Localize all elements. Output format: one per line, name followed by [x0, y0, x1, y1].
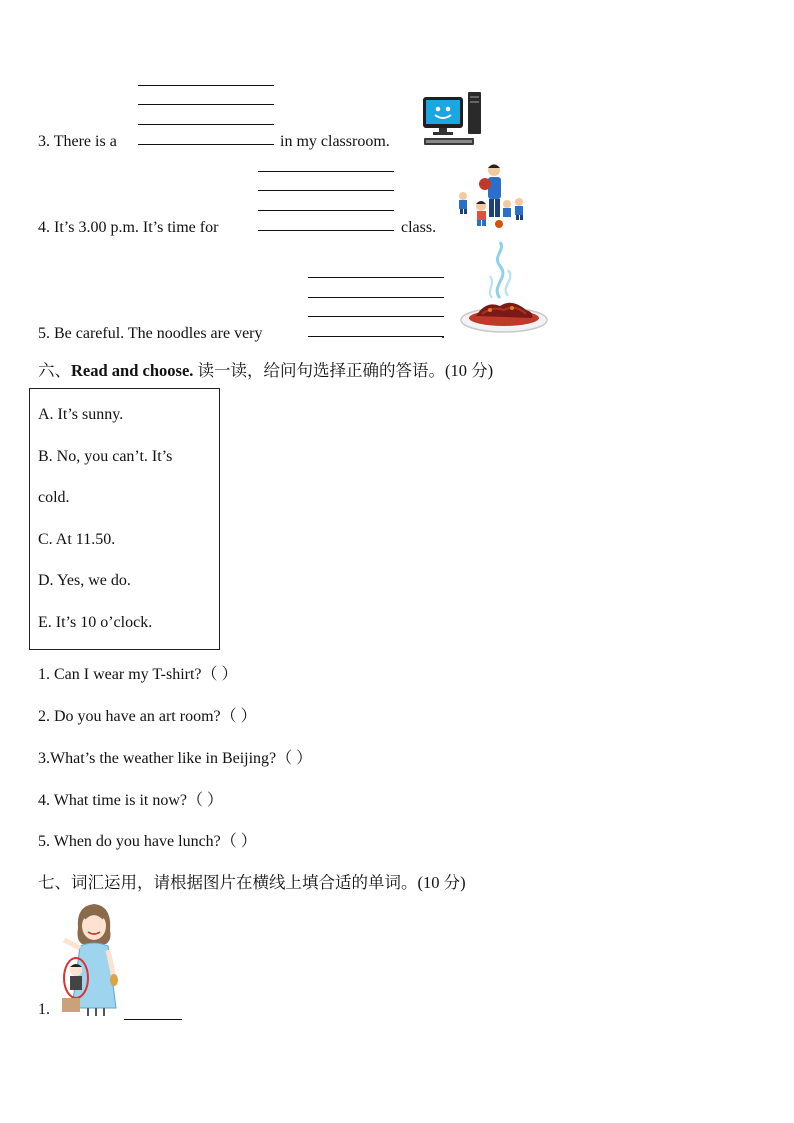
answer-bracket[interactable]: （ ）: [187, 792, 224, 809]
answer-blank[interactable]: [138, 144, 274, 145]
section-7-title: 七、词汇运用，请根据图片在横线上填合适的单词。(10 分): [38, 873, 466, 892]
question-text: 4. What time is it now?: [38, 792, 188, 809]
option-b-continued: cold.: [38, 489, 70, 506]
question-4-suffix: class.: [401, 219, 437, 236]
question-text: 3.What’s the weather like in Beijing?: [38, 750, 277, 767]
section-6-title: [38, 357, 493, 381]
computer-icon: [420, 90, 484, 148]
option-d: D. Yes, we do.: [38, 572, 131, 589]
question-4-prefix: 4. It’s 3.00 p.m. It’s time for: [38, 219, 219, 236]
answer-line: [258, 210, 394, 211]
answer-line: [308, 297, 444, 298]
question-text: 5. When do you have lunch?: [38, 833, 221, 850]
mother-and-child-icon: [58, 900, 124, 1018]
option-e: E. It’s 10 o’clock.: [38, 614, 153, 631]
answer-bracket[interactable]: （ ）: [201, 666, 238, 683]
answer-blank[interactable]: [124, 1019, 182, 1020]
answer-line: [138, 124, 274, 125]
answer-line: [308, 316, 444, 317]
section-6-title-cn: 读一读，给问句选择正确的答语。(10 分): [193, 361, 494, 380]
options-box: [29, 388, 220, 650]
section-6-number: 六、: [38, 361, 71, 380]
pe-class-icon: [455, 162, 529, 232]
question-5-prefix: 5. Be careful. The noodles are very: [38, 325, 263, 342]
question-row: [38, 745, 356, 768]
answer-line: [258, 171, 394, 172]
option-b: B. No, you can’t. It’s: [38, 448, 173, 465]
question-row: [38, 787, 267, 810]
option-c: C. At 11.50.: [38, 531, 116, 548]
question-5-suffix: .: [441, 325, 445, 342]
option-a: A. It’s sunny.: [38, 406, 124, 423]
answer-line: [138, 104, 274, 105]
answer-line: [308, 277, 444, 278]
answer-bracket[interactable]: （ ）: [220, 833, 257, 850]
answer-line: [258, 190, 394, 191]
answer-blank[interactable]: [258, 230, 394, 231]
answer-line: [138, 85, 274, 86]
answer-blank[interactable]: [308, 336, 444, 337]
section-7-item-1-number: 1.: [38, 1001, 50, 1018]
answer-bracket[interactable]: （ ）: [220, 708, 257, 725]
question-3-prefix: 3. There is a: [38, 133, 117, 150]
question-3-suffix: in my classroom.: [280, 133, 390, 150]
answer-bracket[interactable]: （ ）: [276, 750, 313, 767]
question-text: 1. Can I wear my T-shirt?: [38, 666, 202, 683]
section-6-title-en: Read and choose.: [71, 361, 194, 380]
question-row: [38, 703, 301, 726]
hot-noodles-icon: [460, 240, 550, 336]
question-row: [38, 828, 301, 851]
question-text: 2. Do you have an art room?: [38, 708, 221, 725]
question-row: [38, 661, 282, 684]
